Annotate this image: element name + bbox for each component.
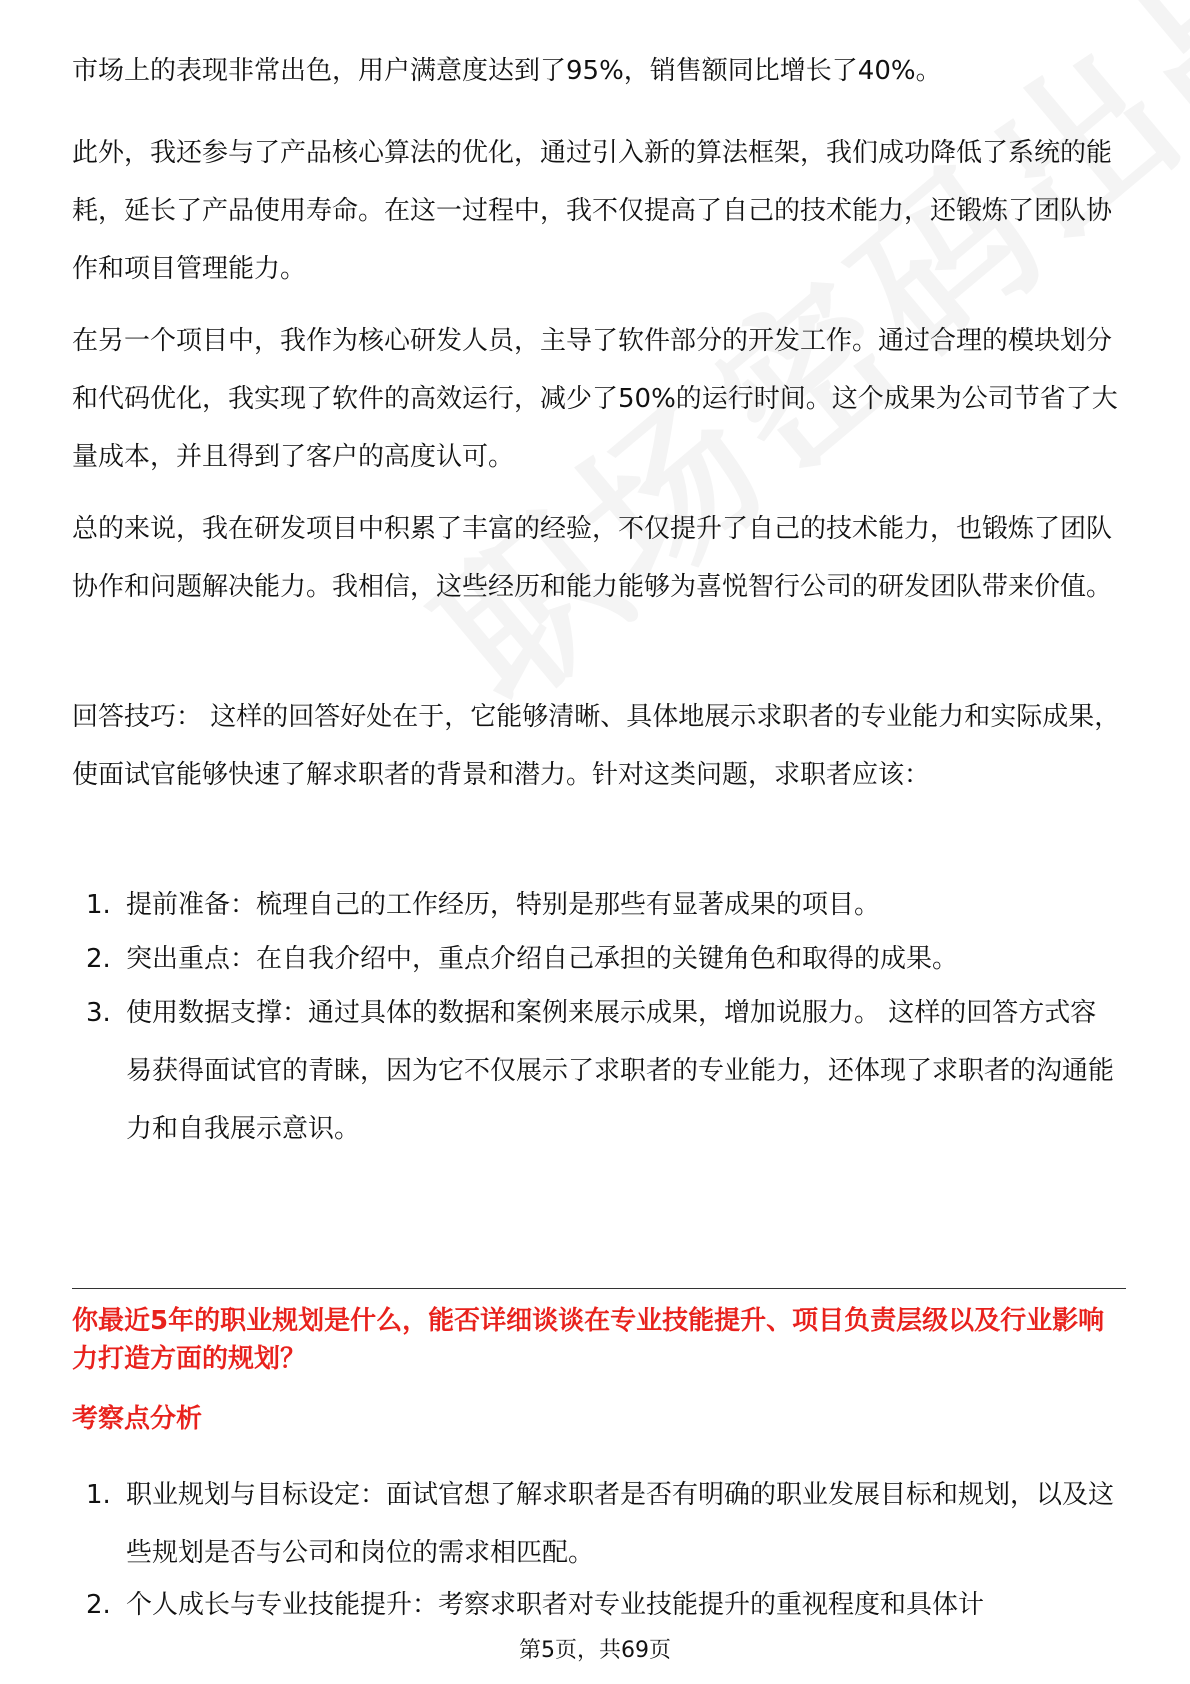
list-number: 1. [86,1480,111,1510]
list-text: 职业规划与目标设定：面试官想了解求职者是否有明确的职业发展目标和规划，以及这些规划是否与公司和岗位的需求相匹配。 [126,1480,1115,1568]
list-number: 2. [86,1590,111,1620]
list-number: 2. [86,944,111,974]
paragraph-summary: 总的来说，我在研发项目中积累了丰富的经验，不仅提升了自己的技术能力，也锻炼了团队协作和问题解决能力。我相信，这些经历和能力能够为喜悦智行公司的研发团队带来价值。 [72,514,1113,602]
list-text: 个人成长与专业技能提升：考察求职者对专业技能提升的重视程度和具体计 [126,1590,985,1620]
list-text: 突出重点：在自我介绍中，重点介绍自己承担的关键角色和取得的成果。 [126,944,959,974]
paragraph-algorithm: 此外，我还参与了产品核心算法的优化，通过引入新的算法框架，我们成功降低了系统的能耗，延长了产品使用寿命。在这一过程中，我不仅提高了自己的技术能力，还锻炼了团队协作和项目管理能力。 [72,138,1113,284]
list-number: 1. [86,890,111,920]
list-item [72,984,1122,1158]
section-divider [72,1288,1126,1289]
list-item [72,1576,1122,1634]
list-number: 3. [86,998,111,1028]
paragraph-software-project: 在另一个项目中，我作为核心研发人员，主导了软件部分的开发工作。通过合理的模块划分和代码优化，我实现了软件的高效运行，减少了50%的运行时间。这个成果为公司节省了大量成本，并且得到了客户的高度认可。 [72,326,1118,472]
list-item [72,876,1122,934]
analysis-title: 考察点分析 [72,1404,203,1434]
list-text: 使用数据支撑：通过具体的数据和案例来展示成果，增加说服力。 这样的回答方式容易获得面试官的青睐，因为它不仅展示了求职者的专业能力，还体现了求职者的沟通能力和自我展示意识。 [126,998,1115,1144]
interview-question: 你最近5年的职业规划是什么，能否详细谈谈在专业技能提升、项目负责层级以及行业影响力打造方面的规划？ [72,1306,1105,1374]
paragraph-continuation: 市场上的表现非常出色，用户满意度达到了95%，销售额同比增长了40%。 [72,56,942,86]
list-item [72,1466,1122,1582]
list-text: 提前准备：梳理自己的工作经历，特别是那些有显著成果的项目。 [126,890,881,920]
paragraph-answer-tips: 回答技巧： 这样的回答好处在于，它能够清晰、具体地展示求职者的专业能力和实际成果，使面试官能够快速了解求职者的背景和潜力。针对这类问题，求职者应该： [72,702,1121,790]
list-item [72,930,1122,988]
page-number: 第5页，共69页 [519,1638,671,1663]
